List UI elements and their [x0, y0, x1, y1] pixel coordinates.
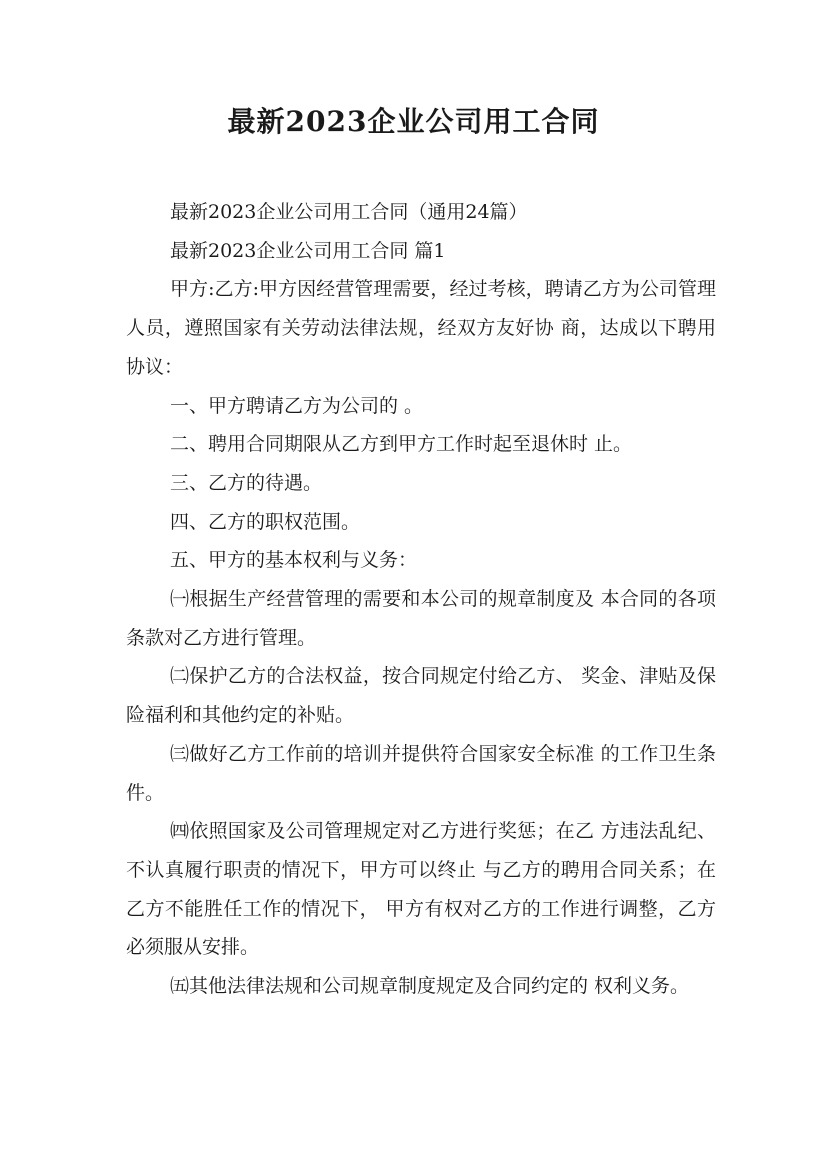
paragraph-clause-4: 四、乙方的职权范围。 — [170, 510, 361, 533]
paragraph-item-5: ㈤其他法律法规和公司规章制度规定及合同约定的 权利义务。 — [170, 975, 690, 998]
paragraph-item-4: ㈣依照国家及公司管理规定对乙方进行奖惩；在乙 方违法乱纪、不认真履行职责的情况下，甲方可以终止 与乙方的聘用合同关系；在乙方不能胜任工作的情况下， 甲方有权对乙方的工作进行调整，乙方必须服从安排。 — [126, 820, 716, 959]
paragraph-subtitle: 最新2023企业公司用工合同（通用24篇） — [170, 201, 528, 223]
paragraph-clause-3: 三、乙方的待遇。 — [170, 471, 323, 494]
paragraph-clause-5: 五、甲方的基本权利与义务： — [170, 549, 418, 572]
paragraph-section-heading: 最新2023企业公司用工合同 篇1 — [170, 239, 446, 262]
document-title: 最新2023企业公司用工合同 — [227, 105, 600, 138]
document-body — [126, 193, 716, 1006]
paragraph-parties: 甲方:乙方:甲方因经营管理需要，经过考核，聘请乙方为公司管理人员，遵照国家有关劳动法律法规，经双方友好协 商，达成以下聘用协议： — [126, 278, 716, 378]
paragraph-item-3: ㈢做好乙方工作前的培训并提供符合国家安全标准 的工作卫生条件。 — [126, 742, 716, 804]
paragraph-item-2: ㈡保护乙方的合法权益，按合同规定付给乙方、 奖金、津贴及保险福利和其他约定的补贴。 — [126, 665, 716, 727]
paragraph-clause-1: 一、甲方聘请乙方为公司的 。 — [170, 394, 424, 417]
paragraph-clause-2: 二、聘用合同期限从乙方到甲方工作时起至退休时 止。 — [170, 433, 633, 456]
paragraph-item-1: ㈠根据生产经营管理的需要和本公司的规章制度及 本合同的各项条款对乙方进行管理。 — [126, 588, 716, 649]
